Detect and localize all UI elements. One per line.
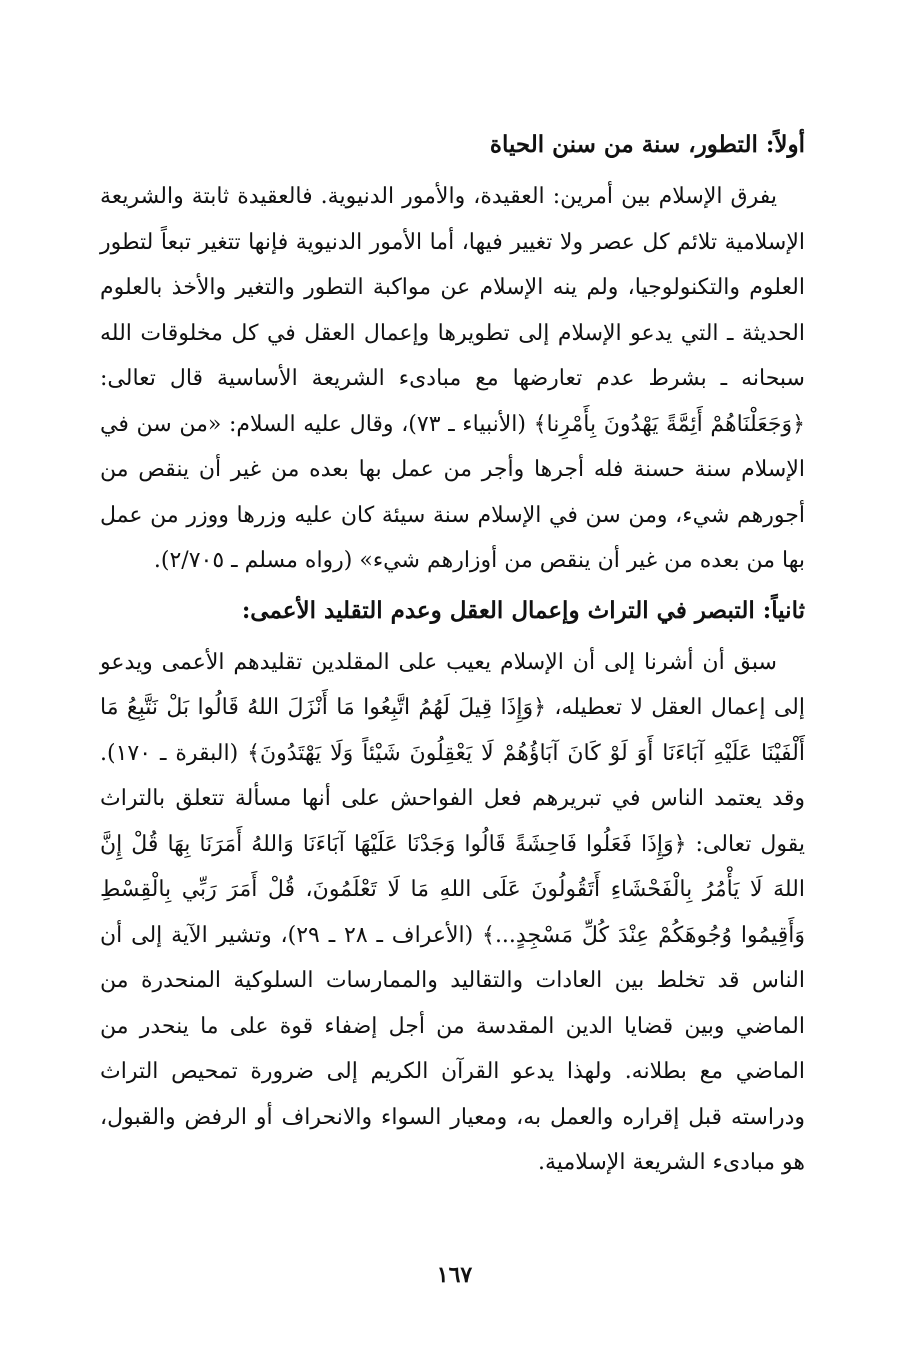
page-number: ١٦٧: [436, 1262, 473, 1288]
section-1-heading: أولاً: التطور، سنة من سنن الحياة: [489, 131, 805, 158]
page-body: [100, 128, 805, 1186]
section-1-paragraph: يفرق الإسلام بين أمرين: العقيدة، والأمور الدنيوية. فالعقيدة ثابتة والشريعة الإسلامية تلائم كل عصر ولا تغيير فيها، أما الأمور الدنيوية فإنها تتغير تبعاً لتطور العلوم والتكنولوجيا، ولم ينه الإسلام عن مواكبة التطور والتغير والأخذ بالعلوم الحديثة ـ التي يدعو الإسلام إلى تطويرها وإعمال العقل في كل مخلوقات الله سبحانه ـ بشرط عدم تعارضها مع مبادىء الشريعة الأساسية قال تعالى: ﴿وَجَعَلْنَاهُمْ أَئِمَّةً يَهْدُونَ بِأَمْرِنا﴾ (الأنبياء ـ ٧٣)، وقال عليه السلام: «من سن في الإسلام سنة حسنة فله أجرها وأجر من عمل بها بعده من غير أن ينقص من أجورهم شيء، ومن سن في الإسلام سنة سيئة كان عليه وزرها ووزر من عمل بها من بعده من غير أن ينقص من أوزارهم شيء» (رواه مسلم ـ ٢/٧٠٥).: [100, 184, 805, 573]
section-2-heading: ثانياً: التبصر في التراث وإعمال العقل وعدم التقليد الأعمى:: [241, 596, 805, 624]
section-2-paragraph: سبق أن أشرنا إلى أن الإسلام يعيب على المقلدين تقليدهم الأعمى ويدعو إلى إعمال العقل لا تعطيله، ﴿وَإِذَا قِيلَ لَهُمُ اتَّبِعُوا مَا أَنْزَلَ اللهُ قَالُوا بَلْ نَتَّبِعُ مَا أَلْفَيْنَا عَلَيْهِ آبَاءَنَا أَوَ لَوْ كَانَ آبَاؤُهُمْ لَا يَعْقِلُونَ شَيْئاً وَلَا يَهْتَدُونَ﴾ (البقرة ـ ١٧٠). وقد يعتمد الناس في تبريرهم فعل الفواحش على أنها مسألة تتعلق بالتراث يقول تعالى: ﴿وَإِذَا فَعَلُوا فَاحِشَةً قَالُوا وَجَدْنَا عَلَيْهَا آبَاءَنَا وَاللهُ أَمَرَنَا بِهَا قُلْ إِنَّ اللهَ لَا يَأْمُرُ بِالْفَحْشَاءِ أَتَقُولُونَ عَلَى اللهِ مَا لَا تَعْلَمُونَ، قُلْ أَمَرَ رَبِّي بِالْقِسْطِ وَأَقِيمُوا وُجُوهَكُمْ عِنْدَ كُلِّ مَسْجِدٍ...﴾ (الأعراف ـ ٢٨ ـ ٢٩)، وتشير الآية إلى أن الناس قد تخلط بين العادات والتقاليد والممارسات السلوكية المنحدرة من الماضي وبين قضايا الدين المقدسة من أجل إضفاء قوة على ما ينحدر من الماضي مع بطلانه. ولهذا يدعو القرآن الكريم إلى ضرورة تمحيص التراث ودراسته قبل إقراره والعمل به، ومعيار السواء والانحراف أو الرفض والقبول، هو مبادىء الشريعة الإسلامية.: [100, 649, 805, 1175]
